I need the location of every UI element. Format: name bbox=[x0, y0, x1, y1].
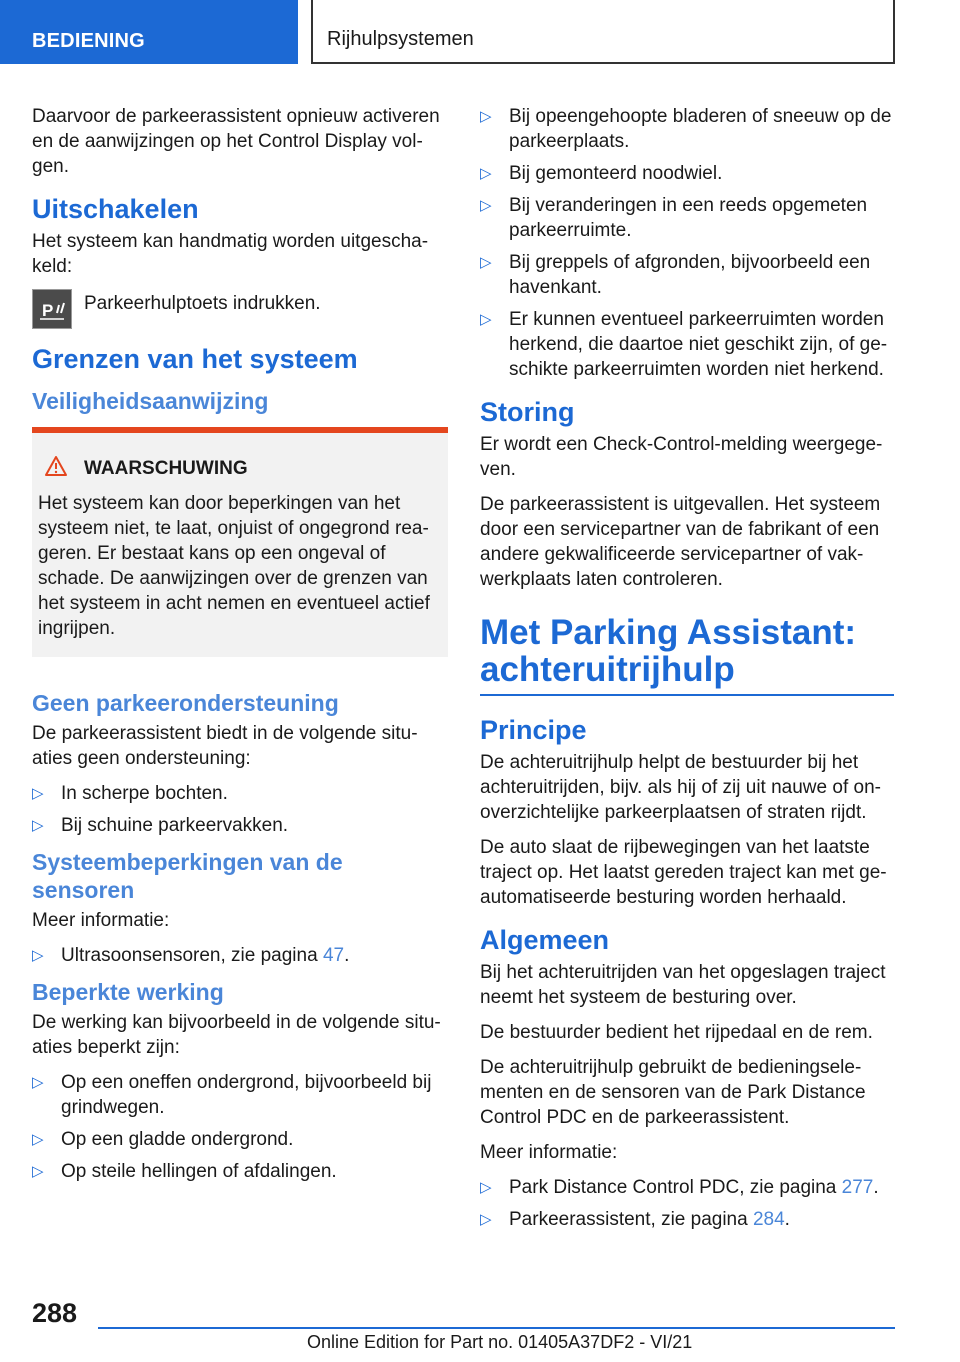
page-link-284[interactable]: 284 bbox=[752, 1209, 785, 1230]
list-item: ▷ Bij gemonteerd noodwiel. bbox=[480, 163, 723, 184]
warning-box bbox=[32, 427, 448, 657]
list-item: ▷ Parkeerassistent, zie pagina 284. bbox=[480, 1209, 790, 1230]
uitschakelen-text: Het systeem kan handmatig worden uitgeschakeld: bbox=[32, 231, 429, 277]
geen-text: De parkeerassistent biedt in de volgende situaties geen ondersteuning: bbox=[32, 723, 418, 769]
heading-algemeen: Algemeen bbox=[480, 925, 610, 955]
parking-assist-button-icon bbox=[32, 289, 72, 329]
principe-text-1: De achteruitrijhulp helpt de bestuurder bij het achteruitrijden, bijv. als hij of zij uit nauwe of onoverzichtelijke parkeerplaatsen of straten rijdt. bbox=[480, 752, 881, 823]
intro-paragraph: Daarvoor de parkeerassistent opnieuw activeren en de aanwijzingen op het Control Display volgen. bbox=[32, 106, 440, 177]
parking-icon-glyph: P bbox=[42, 301, 54, 320]
warning-title bbox=[38, 455, 438, 483]
list-item: ▷ Bij greppels of afgronden, bijvoorbeeld een havenkant. bbox=[480, 252, 871, 298]
storing-text-2: De parkeerassistent is uitgevallen. Het systeem door een servicepartner van de fabrikant of een andere gekwalificeerde servicepartner of vakwerkplaats laten controleren. bbox=[480, 494, 881, 590]
principe-text-2: De auto slaat de rijbewegingen van het laatste traject op. Het laatst gereden traject kan met geautomatiseerde besturing worden herhaald. bbox=[480, 837, 887, 908]
list-item: ▷ Op een gladde ondergrond. bbox=[32, 1129, 294, 1150]
heading-geen: Geen parkeerondersteuning bbox=[32, 690, 339, 716]
header-section-tab: BEDIENING bbox=[0, 0, 298, 64]
list-item: ▷ Ultrasoonsensoren, zie pagina 47. bbox=[32, 945, 350, 966]
storing-text-1: Er wordt een Check-Control-melding weergegeven. bbox=[480, 434, 883, 480]
parking-button-text: Parkeerhulptoets indrukken. bbox=[84, 293, 321, 314]
beperkt-text: De werking kan bijvoorbeeld in de volgende situaties beperkt zijn: bbox=[32, 1012, 441, 1058]
warning-text: Het systeem kan door beperkingen van het systeem niet, te laat, onjuist of ongegrond reageren. Er bestaat kans op een ongeval of schade. De aanwijzingen over de grenzen van het systeem in acht nemen en eventueel actief ingrijpen. bbox=[38, 493, 430, 639]
footer-edition: Online Edition for Part no. 01405A37DF2 - VI/21 bbox=[307, 1332, 693, 1352]
list-item: ▷ Bij veranderingen in een reeds opgemeten parkeerruimte. bbox=[480, 195, 868, 241]
beperkt-list bbox=[32, 1070, 448, 1184]
algemeen-text-2: De bestuurder bedient het rijpedaal en de rem. bbox=[480, 1022, 873, 1043]
list-item: ▷ In scherpe bochten. bbox=[32, 783, 228, 804]
heading-sensoren: Systeembeperkingen van de sensoren bbox=[32, 849, 343, 903]
heading-uitschakelen: Uitschakelen bbox=[32, 194, 199, 224]
beperkt-list-continued bbox=[480, 104, 896, 382]
section-title-rule bbox=[480, 694, 894, 696]
footer-rule bbox=[98, 1327, 895, 1329]
list-item: ▷ Op steile hellingen of afdalingen. bbox=[32, 1161, 337, 1182]
heading-beperkt: Beperkte werking bbox=[32, 979, 224, 1005]
algemeen-links bbox=[480, 1175, 896, 1232]
list-item: ▷ Bij opeengehoopte bladeren of sneeuw op de parkeerplaats. bbox=[480, 106, 892, 152]
algemeen-text-1: Bij het achteruitrijden van het opgeslagen traject neemt het systeem de besturing over. bbox=[480, 962, 886, 1008]
parking-button-instruction bbox=[32, 289, 448, 329]
algemeen-text-3: De achteruitrijhulp gebruikt de bedieningselementen en de sensoren van de Park Distance Control PDC en de parkeerassistent. bbox=[480, 1057, 866, 1128]
sensoren-list bbox=[32, 943, 448, 968]
warning-triangle-icon bbox=[44, 455, 68, 483]
header-chapter-tab: Rijhulpsystemen bbox=[311, 0, 895, 64]
warning-label: WAARSCHUWING bbox=[84, 458, 248, 479]
section-title: Met Parking Assistant: achteruitrijhulp bbox=[480, 613, 857, 689]
heading-veiligheid: Veiligheidsaanwijzing bbox=[32, 388, 269, 414]
sensoren-text: Meer informatie: bbox=[32, 910, 170, 931]
heading-principe: Principe bbox=[480, 715, 587, 745]
list-item: ▷ Bij schuine parkeervakken. bbox=[32, 815, 289, 836]
heading-grenzen: Grenzen van het systeem bbox=[32, 344, 358, 374]
algemeen-text-4: Meer informatie: bbox=[480, 1142, 618, 1163]
right-column bbox=[480, 104, 896, 1242]
list-item: ▷ Op een oneffen ondergrond, bijvoorbeeld bij grindwegen. bbox=[32, 1072, 432, 1118]
page-number: 288 bbox=[32, 1298, 78, 1328]
heading-storing: Storing bbox=[480, 397, 575, 427]
left-column bbox=[32, 104, 448, 1194]
geen-list bbox=[32, 781, 448, 838]
list-item: ▷ Park Distance Control PDC, zie pagina 277. bbox=[480, 1177, 879, 1198]
list-item: ▷ Er kunnen eventueel parkeerruimten worden herkend, die daartoe niet geschikt zijn, of geschikte parkeerruimten worden niet herkend. bbox=[480, 309, 888, 380]
page-link-277[interactable]: 277 bbox=[841, 1177, 874, 1198]
page-link-47[interactable]: 47 bbox=[322, 945, 345, 966]
